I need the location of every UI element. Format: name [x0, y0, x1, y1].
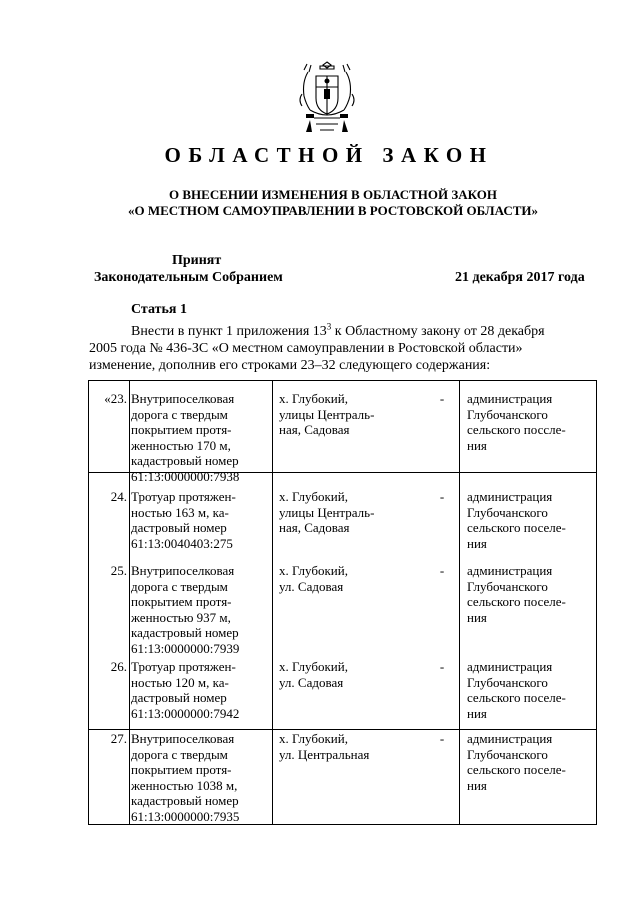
cell-line: Тротуар протяжен- [131, 659, 236, 674]
cell-line: ул. Садовая [279, 578, 344, 594]
law-subtitle-line-2: «О МЕСТНОМ САМОУПРАВЛЕНИИ В РОСТОВСКОЙ ОБЛАСТИ» [128, 203, 538, 218]
cell-line: покрытием протя- [131, 422, 232, 437]
cell-line: улицы Централь- [279, 504, 375, 520]
cell-line: Глубочанского [467, 578, 548, 594]
cell-line: покрытием протя- [131, 762, 232, 777]
row-number: 27. [110, 731, 127, 746]
adopted-label: Принят [172, 253, 222, 268]
administration-cell [467, 731, 592, 793]
cell-line: Глубочанского [467, 406, 548, 422]
intro-line-1-start: Внести в пункт 1 приложения 13 [131, 324, 327, 339]
cell-line: ния [467, 705, 487, 721]
cell-line: сельского поссле- [467, 422, 566, 437]
cell-line: х. Глубокий, [279, 391, 348, 406]
cell-line: женностью 1038 м, [131, 777, 238, 793]
cell-line: 61:13:0000000:7942 [131, 705, 240, 721]
adoption-date: 21 декабря 2017 года [455, 270, 585, 285]
cell-line: Внутрипоселковая [131, 391, 235, 406]
address-cell [279, 489, 404, 536]
cell-line: Глубочанского [467, 746, 548, 762]
dash-cell: - [439, 489, 445, 504]
row-number: «23. [104, 391, 127, 406]
cell-line: улицы Централь- [279, 406, 375, 422]
intro-line-1 [89, 323, 596, 340]
cell-line: сельского поселе- [467, 690, 566, 705]
administration-cell [467, 563, 592, 625]
cell-line: 61:13:0000000:7939 [131, 640, 240, 656]
row-divider [89, 729, 596, 730]
object-name-cell [131, 391, 263, 484]
cell-line: администрация [467, 659, 553, 674]
cell-line: 61:13:0000000:7938 [131, 468, 240, 484]
column-divider [459, 381, 460, 824]
cell-line: ния [467, 777, 487, 793]
address-cell [279, 391, 404, 438]
administration-cell [467, 659, 592, 721]
cell-line: ния [467, 535, 487, 551]
cell-line: дорога с твердым [131, 578, 228, 594]
administration-cell [467, 391, 592, 453]
cell-line: администрация [467, 731, 553, 746]
object-name-cell [131, 489, 263, 551]
row-number: 26. [110, 659, 127, 674]
cell-line: ния [467, 437, 487, 453]
object-name-cell [131, 659, 263, 721]
row-number: 24. [110, 489, 127, 504]
cell-line: ностью 120 м, ка- [131, 674, 229, 690]
adopted-by: Законодательным Собранием [94, 270, 283, 285]
dash-cell: - [439, 391, 445, 406]
cell-line: женностью 937 м, [131, 609, 231, 625]
address-cell [279, 659, 404, 690]
cell-line: женностью 170 м, [131, 437, 231, 453]
cell-line: Внутрипоселковая [131, 731, 235, 746]
cell-line: покрытием протя- [131, 594, 232, 609]
address-cell [279, 563, 404, 594]
article-intro [89, 323, 596, 374]
dash-cell: - [439, 731, 445, 746]
cell-line: администрация [467, 563, 553, 578]
cell-line: дастровый номер [131, 690, 227, 705]
amendment-table [88, 380, 597, 825]
administration-cell [467, 489, 592, 551]
address-cell [279, 731, 404, 762]
cell-line: Глубочанского [467, 674, 548, 690]
cell-line: ул. Центральная [279, 746, 370, 762]
law-subtitle-line-1: О ВНЕСЕНИИ ИЗМЕНЕНИЯ В ОБЛАСТНОЙ ЗАКОН [169, 187, 497, 202]
object-name-cell [131, 563, 263, 656]
row-number: 25. [110, 563, 127, 578]
law-title: ОБЛАСТНОЙ ЗАКОН [164, 143, 494, 167]
cell-line: ния [467, 609, 487, 625]
cell-line: 61:13:0000000:7935 [131, 808, 240, 824]
article-heading: Статья 1 [131, 302, 187, 317]
cell-line: Глубочанского [467, 504, 548, 520]
cell-line: кадастровый номер [131, 793, 239, 808]
cell-line: дорога с твердым [131, 746, 228, 762]
cell-line: ностью 163 м, ка- [131, 504, 229, 520]
intro-line-3: изменение, дополнив его строками 23–32 следующего содержания: [89, 358, 491, 373]
cell-line: сельского поселе- [467, 520, 566, 535]
cell-line: х. Глубокий, [279, 659, 348, 674]
cell-line: дорога с твердым [131, 406, 228, 422]
column-divider [272, 381, 273, 824]
cell-line: кадастровый номер [131, 625, 239, 640]
cell-line: Внутрипоселковая [131, 563, 235, 578]
coat-of-arms-icon [296, 58, 358, 138]
dash-cell: - [439, 659, 445, 674]
cell-line: Тротуар протяжен- [131, 489, 236, 504]
cell-line: администрация [467, 489, 553, 504]
cell-line: ная, Садовая [279, 422, 350, 437]
cell-line: х. Глубокий, [279, 489, 348, 504]
intro-line-2: 2005 года № 436-ЗС «О местном самоуправлении в Ростовской области» [89, 341, 523, 356]
cell-line: кадастровый номер [131, 453, 239, 468]
cell-line: сельского поселе- [467, 762, 566, 777]
cell-line: х. Глубокий, [279, 563, 348, 578]
cell-line: сельского поселе- [467, 594, 566, 609]
column-divider [129, 381, 130, 824]
intro-superscript: 3 [326, 321, 332, 332]
cell-line: ул. Садовая [279, 674, 344, 690]
cell-line: 61:13:0040403:275 [131, 535, 233, 551]
cell-line: администрация [467, 391, 553, 406]
cell-line: х. Глубокий, [279, 731, 348, 746]
dash-cell: - [439, 563, 445, 578]
object-name-cell [131, 731, 263, 824]
cell-line: ная, Садовая [279, 520, 350, 535]
intro-line-1-end: к Областному закону от 28 декабря [331, 324, 545, 339]
cell-line: дастровый номер [131, 520, 227, 535]
